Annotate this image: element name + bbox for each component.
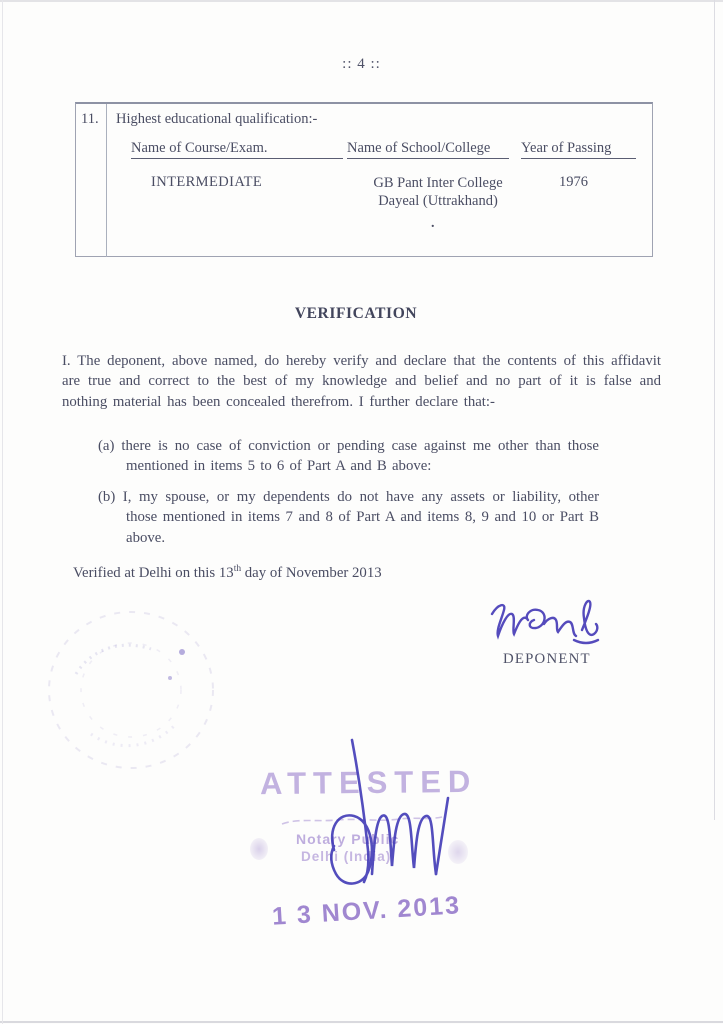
notary-seal-stamp [36, 604, 226, 779]
qualification-table [75, 102, 653, 257]
table-title: Highest educational qualification:- [116, 111, 318, 127]
verified-at-line [73, 564, 382, 582]
scan-edge-right [714, 0, 715, 820]
column-header-year: Year of Passing [521, 140, 636, 159]
verification-paragraph: I. The deponent, above named, do hereby verify and declare that the contents of this affidavit are true and correct to the best of my knowledge and belief and no part of it is false and nothing material has been concealed therefrom. I further declare that:- [62, 353, 661, 410]
clause-b-text: I, my spouse, or my dependents do not have any assets or liability, other those mentioned in items 7 and 8 of Part A and items 8, 9 and 10 or Part B above. [122, 489, 599, 546]
clause-b [98, 487, 599, 548]
column-header-school: Name of School/College [347, 140, 509, 159]
date-stamp: 1 3 NOV. 2013 [271, 891, 462, 931]
school-line-2: Dayeal (Uttrakhand) [378, 193, 498, 209]
school-line-1: GB Pant Inter College [373, 175, 503, 191]
attested-stamp: ATTESTED [259, 763, 478, 802]
notary-public-label: Notary Public [296, 831, 400, 847]
clause-b-label: (b) [98, 489, 116, 505]
item-number: 11. [81, 111, 99, 127]
stray-ink-dot: . [431, 216, 435, 231]
table-row-course: INTERMEDIATE [151, 174, 263, 190]
table-row-year: 1976 [559, 174, 588, 190]
notary-place-label: Delhi (India) [301, 849, 392, 864]
stamp-smudge-left [250, 838, 268, 860]
scan-edge-left [2, 0, 3, 1024]
deponent-label: DEPONENT [503, 651, 591, 667]
column-header-course: Name of Course/Exam. [131, 140, 343, 159]
table-row-school [348, 174, 528, 210]
verified-suffix: day of November 2013 [241, 565, 382, 581]
notary-signature [312, 732, 462, 897]
verification-heading: VERIFICATION [294, 305, 418, 322]
scan-edge-top [0, 0, 723, 2]
clause-a-text: there is no case of conviction or pending case against me other than those mentioned in items 5 to 6 of Part A and B above: [121, 438, 599, 475]
clause-a-label: (a) [98, 438, 115, 454]
table-column-divider [106, 104, 107, 257]
scan-edge-bottom [0, 1021, 723, 1023]
clause-a [98, 436, 599, 477]
verified-ordinal-suffix: th [233, 564, 242, 574]
verified-prefix: Verified at Delhi on this 13 [73, 565, 234, 581]
page-number: :: 4 :: [342, 56, 381, 72]
